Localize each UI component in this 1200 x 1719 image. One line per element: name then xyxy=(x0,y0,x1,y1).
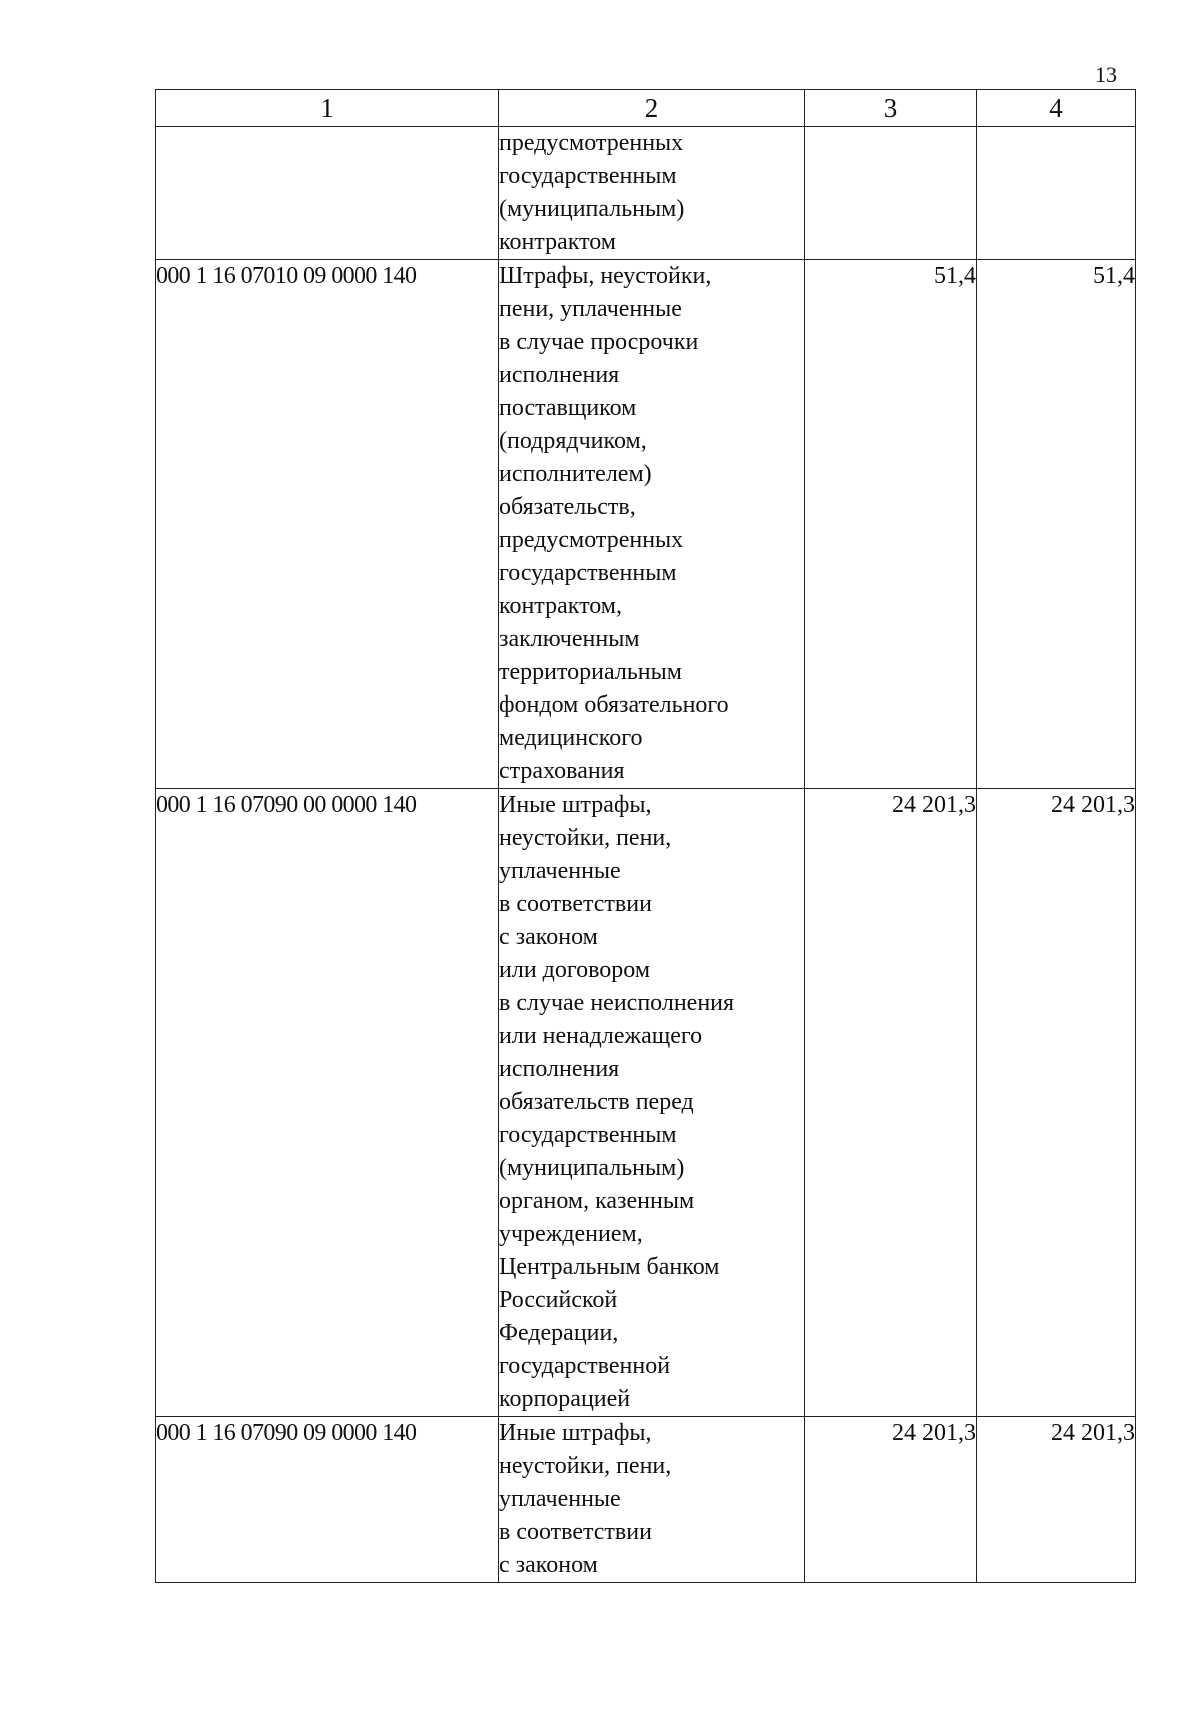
budget-table xyxy=(155,89,1136,1583)
description-line: Центральным банком xyxy=(499,1254,720,1280)
description-line: Иные штрафы, xyxy=(499,792,652,818)
description-line: исполнения xyxy=(499,1056,620,1082)
table-row xyxy=(156,1417,1136,1583)
column-header-4: 4 xyxy=(977,90,1136,127)
description-line: медицинского xyxy=(499,725,643,751)
description-line: в случае неисполнения xyxy=(499,990,735,1016)
description-line: обязательств перед xyxy=(499,1089,694,1115)
description-line: (муниципальным) xyxy=(499,1155,685,1181)
description-line: неустойки, пени, xyxy=(499,825,672,851)
column-header-3: 3 xyxy=(805,90,977,127)
column-header-1: 1 xyxy=(156,90,499,127)
description-line: пени, уплаченные xyxy=(499,296,682,322)
description-cell xyxy=(499,789,805,1417)
description-line: страхования xyxy=(499,758,625,784)
description-line: органом, казенным xyxy=(499,1188,695,1214)
description-line: государственной xyxy=(499,1353,671,1379)
table-row xyxy=(156,127,1136,260)
description-line: исполнителем) xyxy=(499,461,652,487)
column-header-2: 2 xyxy=(499,90,805,127)
budget-code-cell: 000 1 16 07010 09 0000 140 xyxy=(156,260,499,789)
description-line: с законом xyxy=(499,1552,598,1578)
description-line: уплаченные xyxy=(499,858,621,884)
page-number: 13 xyxy=(1095,62,1117,87)
description-line: или ненадлежащего xyxy=(499,1023,703,1049)
description-line: предусмотренных xyxy=(499,130,684,156)
description-line: (подрядчиком, xyxy=(499,428,647,454)
description-line: государственным xyxy=(499,1122,677,1148)
description-line: территориальным xyxy=(499,659,682,685)
description-line: исполнения xyxy=(499,362,620,388)
description-line: заключенным xyxy=(499,626,640,652)
description-line: Штрафы, неустойки, xyxy=(499,263,712,289)
description-line: корпорацией xyxy=(499,1386,631,1412)
amount-cell-col4: 24 201,3 xyxy=(977,789,1136,1417)
description-line: поставщиком xyxy=(499,395,637,421)
amount-cell-col3: 24 201,3 xyxy=(805,789,977,1417)
description-line: контрактом, xyxy=(499,593,622,619)
description-line: уплаченные xyxy=(499,1486,621,1512)
amount-cell-col3 xyxy=(805,127,977,260)
table-header-row xyxy=(156,90,1136,127)
description-line: неустойки, пени, xyxy=(499,1453,672,1479)
budget-code-cell xyxy=(156,127,499,260)
description-line: или договором xyxy=(499,957,651,983)
description-line: в соответствии xyxy=(499,1519,652,1545)
description-line: предусмотренных xyxy=(499,527,684,553)
table-row xyxy=(156,260,1136,789)
description-line: учреждением, xyxy=(499,1221,643,1247)
description-cell xyxy=(499,260,805,789)
description-line: Федерации, xyxy=(499,1320,619,1346)
amount-cell-col4: 51,4 xyxy=(977,260,1136,789)
description-line: в соответствии xyxy=(499,891,652,917)
budget-code-cell: 000 1 16 07090 09 0000 140 xyxy=(156,1417,499,1583)
description-line: (муниципальным) xyxy=(499,196,685,222)
table-body xyxy=(156,127,1136,1583)
description-line: государственным xyxy=(499,560,677,586)
description-cell xyxy=(499,127,805,260)
description-line: обязательств, xyxy=(499,494,636,520)
amount-cell-col4 xyxy=(977,127,1136,260)
description-line: государственным xyxy=(499,163,677,189)
description-line: контрактом xyxy=(499,229,616,255)
amount-cell-col3: 24 201,3 xyxy=(805,1417,977,1583)
amount-cell-col3: 51,4 xyxy=(805,260,977,789)
description-line: в случае просрочки xyxy=(499,329,699,355)
description-line: с законом xyxy=(499,924,598,950)
table-row xyxy=(156,789,1136,1417)
description-line: фондом обязательного xyxy=(499,692,729,718)
description-cell xyxy=(499,1417,805,1583)
amount-cell-col4: 24 201,3 xyxy=(977,1417,1136,1583)
budget-code-cell: 000 1 16 07090 00 0000 140 xyxy=(156,789,499,1417)
description-line: Иные штрафы, xyxy=(499,1420,652,1446)
description-line: Российской xyxy=(499,1287,618,1313)
